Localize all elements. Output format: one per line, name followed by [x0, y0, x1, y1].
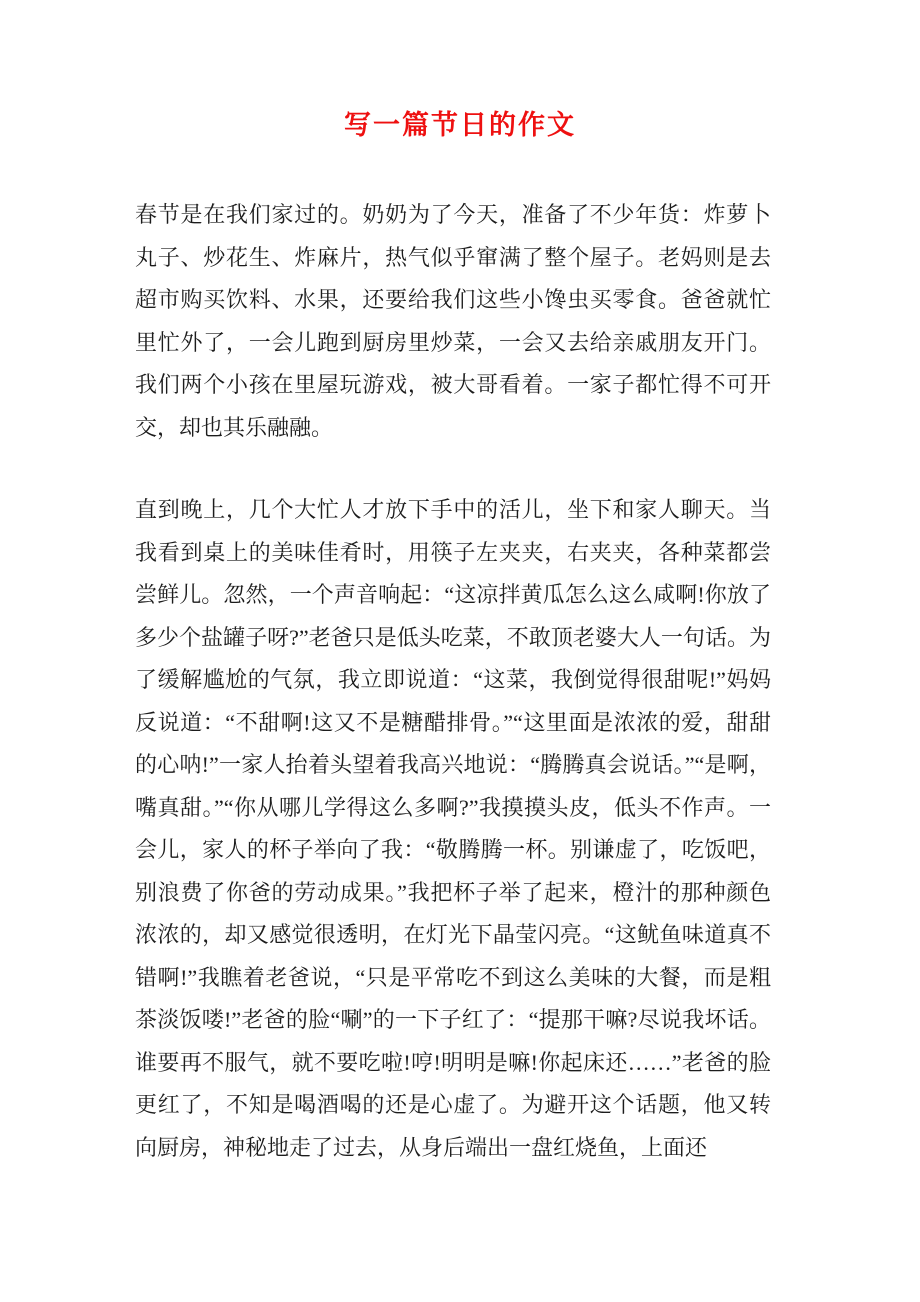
paragraph-1: 春节是在我们家过的。奶奶为了今天，准备了不少年货：炸萝卜丸子、炒花生、炸麻片，热气似乎窜满了整个屋子。老妈则是去超市购买饮料、水果，还要给我们这些小馋虫买零食。爸爸就忙里忙外了，一会儿跑到厨房里炒菜，一会又去给亲戚朋友开门。我们两个小孩在里屋玩游戏，被大哥看着。一家子都忙得不可开交，却也其乐融融。	[135, 202, 771, 440]
document-title: 写一篇节日的作文	[344, 110, 576, 140]
paragraph-2: 直到晚上，几个大忙人才放下手中的活儿，坐下和家人聊天。当我看到桌上的美味佳肴时，用筷子左夹夹，右夹夹，各种菜都尝尝鲜儿。忽然，一个声音响起：“这凉拌黄瓜怎么这么咸啊!你放了多少个盐罐子呀?”老爸只是低头吃菜，不敢顶老婆大人一句话。为了缓解尴尬的气氛，我立即说道：“这菜，我倒觉得很甜呢!”妈妈反说道：“不甜啊!这又不是糖醋排骨。”“这里面是浓浓的爱，甜甜的心呐!”一家人抬着头望着我高兴地说：“腾腾真会说话。”“是啊，嘴真甜。”“你从哪儿学得这么多啊?”我摸摸头皮，低头不作声。一会儿，家人的杯子举向了我：“敬腾腾一杯。别谦虚了，吃饭吧，别浪费了你爸的劳动成果。”我把杯子举了起来，橙汁的那种颜色浓浓的，却又感觉很透明，在灯光下晶莹闪亮。“这鱿鱼味道真不错啊!”我瞧着老爸说，“只是平常吃不到这么美味的大餐，而是粗茶淡饭喽!”老爸的脸“唰”的一下子红了：“提那干嘛?尽说我坏话。谁要再不服气，就不要吃啦!哼!明明是嘛!你起床还……”老爸的脸更红了，不知是喝酒喝的还是心虚了。为避开这个话题，他又转向厨房，神秘地走了过去，从身后端出一盘红烧鱼，上面还	[135, 497, 771, 1160]
document-body	[135, 194, 771, 1169]
